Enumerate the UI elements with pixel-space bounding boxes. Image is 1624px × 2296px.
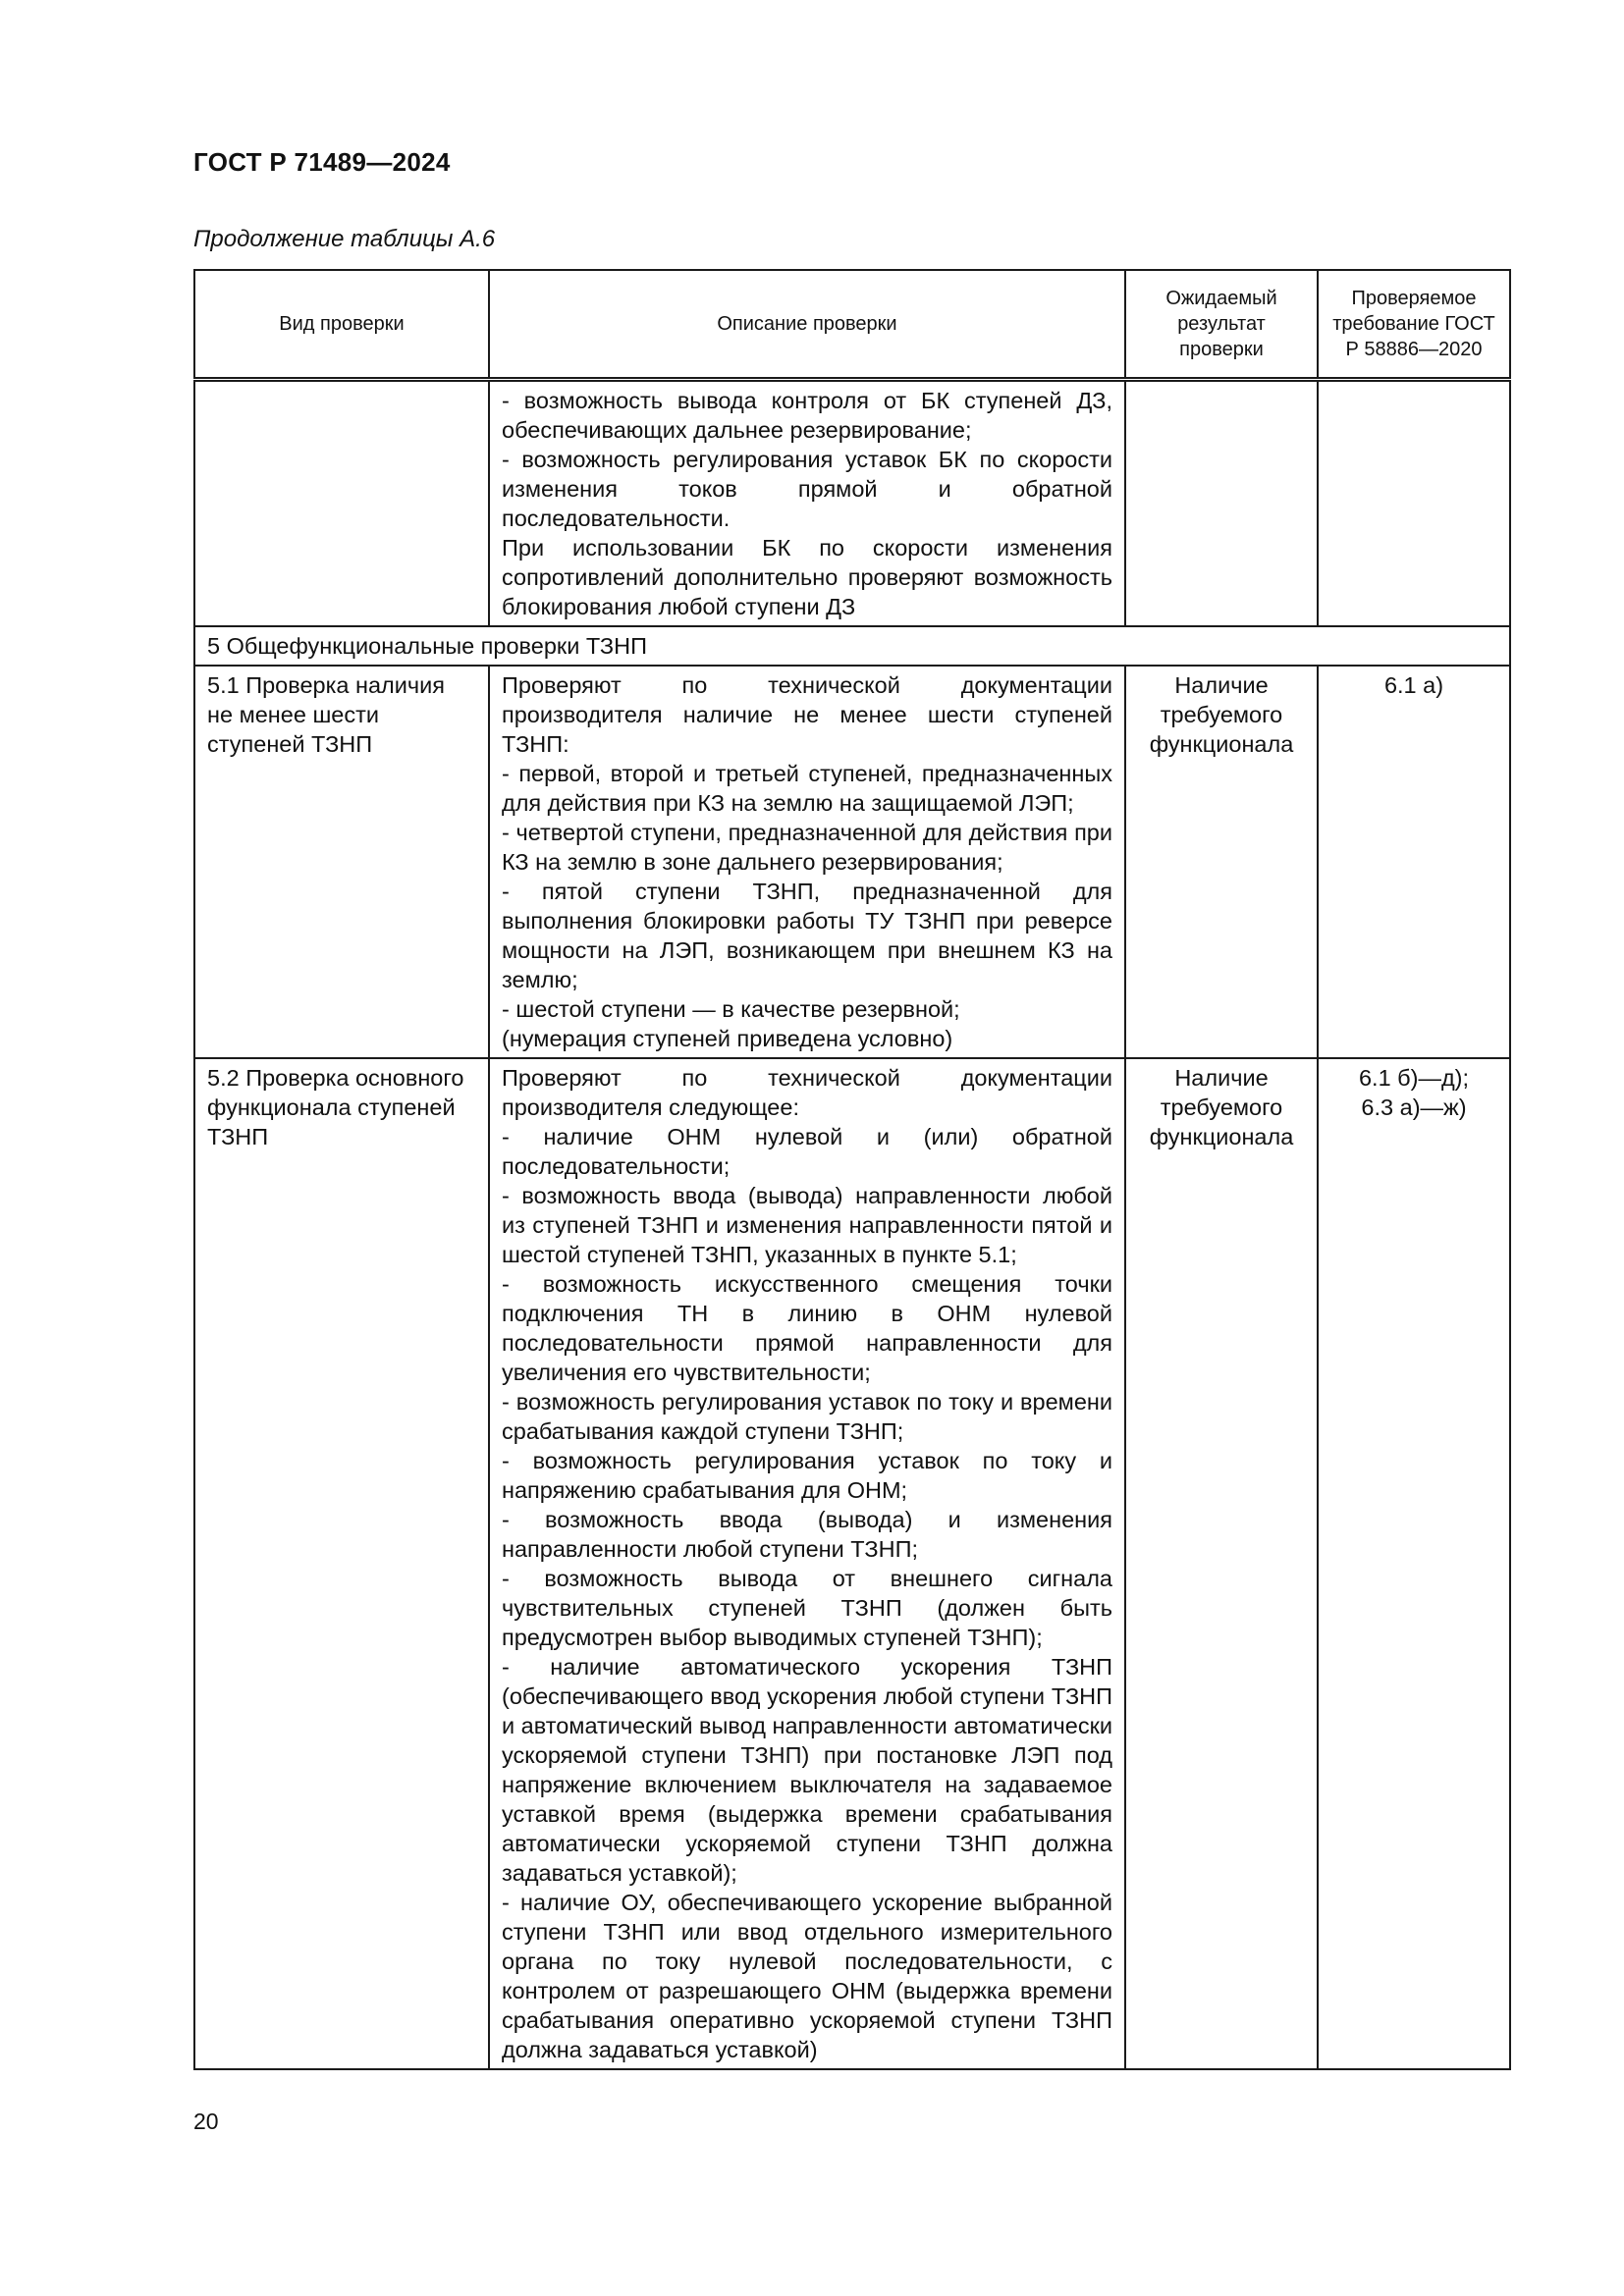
text-line: - возможность ввода (вывода) и изменения направленности любой ступени ТЗНП; xyxy=(502,1507,1112,1562)
text-line: 6.3 а)—ж) xyxy=(1361,1095,1467,1120)
description-cell xyxy=(489,666,1125,1058)
text-line: - возможность регулирования уставок по току и времени срабатывания каждой ступени ТЗНП; xyxy=(502,1389,1112,1444)
expected-result-cell: Наличие требуемого функционала xyxy=(1125,1058,1318,2069)
table-caption: Продолжение таблицы А.6 xyxy=(193,226,496,252)
requirement-cell xyxy=(1318,666,1510,1058)
requirement-cell xyxy=(1318,1058,1510,2069)
text-line: - наличие ОУ, обеспечивающего ускорение выбранной ступени ТЗНП или ввод отдельного измерительного органа по току нулевой последовательности, с контролем от разрешающего ОНМ (выдержка времени срабатывания оперативно ускоряемой ступени ТЗНП должна задаваться уставкой) xyxy=(502,1890,1112,2062)
text-line: (нумерация ступеней приведена условно) xyxy=(502,1026,953,1051)
table-header-row xyxy=(194,270,1510,380)
text-line: - возможность регулирования уставок БК по скорости изменения токов прямой и обратной последовательности. xyxy=(502,447,1112,531)
text-line: - первой, второй и третьей ступеней, предназначенных для действия при КЗ на землю на защищаемой ЛЭП; xyxy=(502,761,1112,816)
requirements-table xyxy=(193,269,1511,2070)
text-line: - возможность вывода от внешнего сигнала чувствительных ступеней ТЗНП (должен быть предусмотрен выбор выводимых ступеней ТЗНП); xyxy=(502,1566,1112,1650)
text-line: - возможность регулирования уставок по току и напряжению срабатывания для ОНМ; xyxy=(502,1448,1112,1503)
table-row xyxy=(194,380,1510,627)
column-header-expected-result: Ожидаемый результат проверки xyxy=(1125,270,1318,380)
expected-result-cell: Наличие требуемого функционала xyxy=(1125,666,1318,1058)
text-line: - пятой ступени ТЗНП, предназначенной для выполнения блокировки работы ТУ ТЗНП при реверсе мощности на ЛЭП, возникающем при внешнем КЗ на землю; xyxy=(502,879,1112,992)
requirement-cell xyxy=(1318,380,1510,627)
section-row xyxy=(194,626,1510,666)
table-row xyxy=(194,666,1510,1058)
column-header-requirement: Проверяемое требование ГОСТ Р 58886—2020 xyxy=(1318,270,1510,380)
text-line: 6.1 б)—д); xyxy=(1358,1065,1470,1091)
table-row xyxy=(194,1058,1510,2069)
column-header-check-type: Вид проверки xyxy=(194,270,489,380)
check-type-cell: 5.2 Проверка основного функционала ступеней ТЗНП xyxy=(194,1058,489,2069)
description-cell xyxy=(489,380,1125,627)
check-type-cell xyxy=(194,380,489,627)
page-number: 20 xyxy=(193,2109,219,2134)
text-line: - четвертой ступени, предназначенной для действия при КЗ на землю в зоне дальнего резервирования; xyxy=(502,820,1112,875)
text-line: - наличие автоматического ускорения ТЗНП (обеспечивающего ввод ускорения любой ступени ТЗНП и автоматический вывод направленности автоматически ускоряемой ступени ТЗНП) при постановке ЛЭП под напряжение включением выключателя на задаваемое уставкой время (выдержка времени срабатывания автоматически ускоряемой ступени ТЗНП должна задаваться уставкой); xyxy=(502,1654,1112,1886)
document-code: ГОСТ Р 71489—2024 xyxy=(193,147,451,177)
description-cell xyxy=(489,1058,1125,2069)
check-type-cell: 5.1 Проверка наличия не менее шести ступеней ТЗНП xyxy=(194,666,489,1058)
expected-result-cell xyxy=(1125,380,1318,627)
text-line: - возможность вывода контроля от БК ступеней ДЗ, обеспечивающих дальнее резервирование; xyxy=(502,388,1112,443)
section-title: 5 Общефункциональные проверки ТЗНП xyxy=(194,626,1510,666)
text-line: - шестой ступени — в качестве резервной; xyxy=(502,996,960,1022)
text-line: Проверяют по технической документации производителя наличие не менее шести ступеней ТЗНП: xyxy=(502,672,1112,757)
text-line: Проверяют по технической документации производителя следующее: xyxy=(502,1065,1112,1120)
text-line: - возможность искусственного смещения точки подключения ТН в линию в ОНМ нулевой последовательности прямой направленности для увеличения его чувствительности; xyxy=(502,1271,1112,1385)
text-line: - возможность ввода (вывода) направленности любой из ступеней ТЗНП и изменения направленности пятой и шестой ступеней ТЗНП, указанных в пункте 5.1; xyxy=(502,1183,1112,1267)
column-header-description: Описание проверки xyxy=(489,270,1125,380)
text-line: - наличие ОНМ нулевой и (или) обратной последовательности; xyxy=(502,1124,1112,1179)
text-line: При использовании БК по скорости изменения сопротивлений дополнительно проверяют возможность блокирования любой ступени ДЗ xyxy=(502,535,1112,619)
text-line: 6.1 а) xyxy=(1383,672,1444,698)
